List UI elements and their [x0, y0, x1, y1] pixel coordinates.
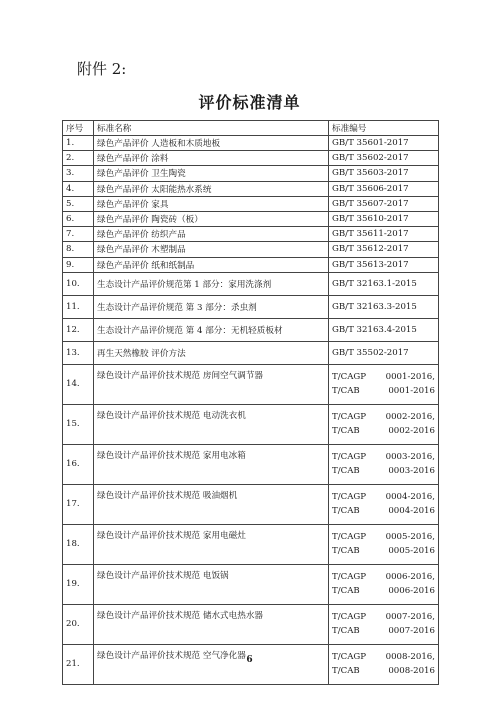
table-row — [63, 444, 439, 484]
row-number: 4. — [63, 181, 94, 196]
standard-name: 绿色产品评价 陶瓷砖（板） — [94, 211, 329, 226]
standard-code: GB/T 35502-2017 — [329, 341, 439, 364]
header-std: 标准编号 — [329, 121, 439, 136]
standard-code-line: T/CAB 0002-2016 — [332, 426, 435, 437]
standard-code: GB/T 32163.1-2015 — [329, 272, 439, 295]
standard-code: GB/T 35606-2017 — [329, 181, 439, 196]
standard-code-line: T/CAB 0006-2016 — [332, 586, 435, 597]
standard-name: 绿色设计产品评价技术规范 家用电冰箱 — [94, 444, 329, 484]
standard-code-line: T/CAB 0001-2016 — [332, 386, 435, 397]
table-row — [63, 564, 439, 604]
row-number: 9. — [63, 257, 94, 272]
standard-name: 生态设计产品评价规范第 1 部分：家用洗涤剂 — [94, 272, 329, 295]
standard-code: GB/T 35607-2017 — [329, 196, 439, 211]
row-number: 6. — [63, 211, 94, 226]
standard-code-line: T/CAGP 0001-2016, — [332, 372, 435, 383]
standard-name: 生态设计产品评价规范 第 4 部分：无机轻质板材 — [94, 318, 329, 341]
row-number: 5. — [63, 196, 94, 211]
row-number: 1. — [63, 136, 94, 151]
row-number: 19. — [63, 564, 94, 604]
table-row — [63, 242, 439, 257]
row-number: 3. — [63, 166, 94, 181]
row-number: 13. — [63, 341, 94, 364]
row-number: 15. — [63, 404, 94, 444]
standard-name: 绿色产品评价 人造板和木质地板 — [94, 136, 329, 151]
row-number: 16. — [63, 444, 94, 484]
row-number: 17. — [63, 484, 94, 524]
standard-code-line: T/CAGP 0002-2016, — [332, 412, 435, 423]
standard-name: 绿色产品评价 卫生陶瓷 — [94, 166, 329, 181]
table-row — [63, 341, 439, 364]
standard-code — [329, 364, 439, 404]
row-number: 21. — [63, 644, 94, 684]
table-row — [63, 404, 439, 444]
table-row — [63, 484, 439, 524]
standard-code: GB/T 35613-2017 — [329, 257, 439, 272]
standard-name: 绿色设计产品评价技术规范 储水式电热水器 — [94, 604, 329, 644]
table-row — [63, 524, 439, 564]
standard-code-line: T/CAB 0004-2016 — [332, 506, 435, 517]
standards-table — [62, 120, 439, 685]
header-no: 序号 — [63, 121, 94, 136]
standard-code-line: T/CAGP 0005-2016, — [332, 532, 435, 543]
standard-name: 再生天然橡胶 评价方法 — [94, 341, 329, 364]
standard-code — [329, 604, 439, 644]
standard-code: GB/T 35603-2017 — [329, 166, 439, 181]
row-number: 7. — [63, 227, 94, 242]
row-number: 2. — [63, 151, 94, 166]
table-row — [63, 196, 439, 211]
table-row — [63, 364, 439, 404]
standard-code-line: T/CAGP 0003-2016, — [332, 452, 435, 463]
standard-code: GB/T 32163.4-2015 — [329, 318, 439, 341]
standard-code-line: T/CAGP 0006-2016, — [332, 572, 435, 583]
table-body — [63, 136, 439, 685]
standard-name: 绿色设计产品评价技术规范 电动洗衣机 — [94, 404, 329, 444]
standard-code — [329, 524, 439, 564]
standard-code: GB/T 35602-2017 — [329, 151, 439, 166]
page-number: 6 — [246, 655, 253, 665]
standard-name: 绿色产品评价 纺织产品 — [94, 227, 329, 242]
row-number: 14. — [63, 364, 94, 404]
table-row — [63, 295, 439, 318]
standard-name: 绿色产品评价 家具 — [94, 196, 329, 211]
standard-code — [329, 484, 439, 524]
table-row — [63, 211, 439, 226]
header-name: 标准名称 — [94, 121, 329, 136]
row-number: 11. — [63, 295, 94, 318]
table-row — [63, 136, 439, 151]
standard-code: GB/T 35601-2017 — [329, 136, 439, 151]
standard-name: 绿色设计产品评价技术规范 家用电磁灶 — [94, 524, 329, 564]
standard-name: 绿色设计产品评价技术规范 电饭锅 — [94, 564, 329, 604]
standard-code: GB/T 32163.3-2015 — [329, 295, 439, 318]
standard-name: 绿色产品评价 太阳能热水系统 — [94, 181, 329, 196]
standard-code-line: T/CAB 0007-2016 — [332, 626, 435, 637]
table-row — [63, 227, 439, 242]
row-number: 8. — [63, 242, 94, 257]
standard-code — [329, 564, 439, 604]
attachment-label: 附件 2: — [77, 60, 127, 78]
row-number: 10. — [63, 272, 94, 295]
table-row — [63, 166, 439, 181]
standard-code: GB/T 35610-2017 — [329, 211, 439, 226]
table-row — [63, 181, 439, 196]
standard-code-line: T/CAB 0008-2016 — [332, 666, 435, 677]
standard-name: 绿色设计产品评价技术规范 吸油烟机 — [94, 484, 329, 524]
standard-code-line: T/CAGP 0004-2016, — [332, 492, 435, 503]
page-title: 评价标准清单 — [198, 93, 301, 112]
row-number: 20. — [63, 604, 94, 644]
standard-name: 绿色产品评价 涂料 — [94, 151, 329, 166]
table-row — [63, 257, 439, 272]
standard-code — [329, 404, 439, 444]
standard-code-line: T/CAGP 0007-2016, — [332, 612, 435, 623]
table-row — [63, 604, 439, 644]
standard-code: GB/T 35612-2017 — [329, 242, 439, 257]
table-row — [63, 272, 439, 295]
standard-name: 绿色设计产品评价技术规范 空气净化器 — [94, 644, 329, 684]
standard-name: 绿色产品评价 木塑制品 — [94, 242, 329, 257]
table-header-row — [63, 121, 439, 136]
standard-name: 绿色产品评价 纸和纸制品 — [94, 257, 329, 272]
standard-code: GB/T 35611-2017 — [329, 227, 439, 242]
standard-code-line: T/CAGP 0008-2016, — [332, 652, 435, 663]
table-row — [63, 151, 439, 166]
table-row — [63, 318, 439, 341]
row-number: 18. — [63, 524, 94, 564]
row-number: 12. — [63, 318, 94, 341]
standard-name: 生态设计产品评价规范 第 3 部分：杀虫剂 — [94, 295, 329, 318]
standard-code — [329, 444, 439, 484]
standard-code-line: T/CAB 0003-2016 — [332, 466, 435, 477]
standard-code-line: T/CAB 0005-2016 — [332, 546, 435, 557]
standard-name: 绿色设计产品评价技术规范 房间空气调节器 — [94, 364, 329, 404]
